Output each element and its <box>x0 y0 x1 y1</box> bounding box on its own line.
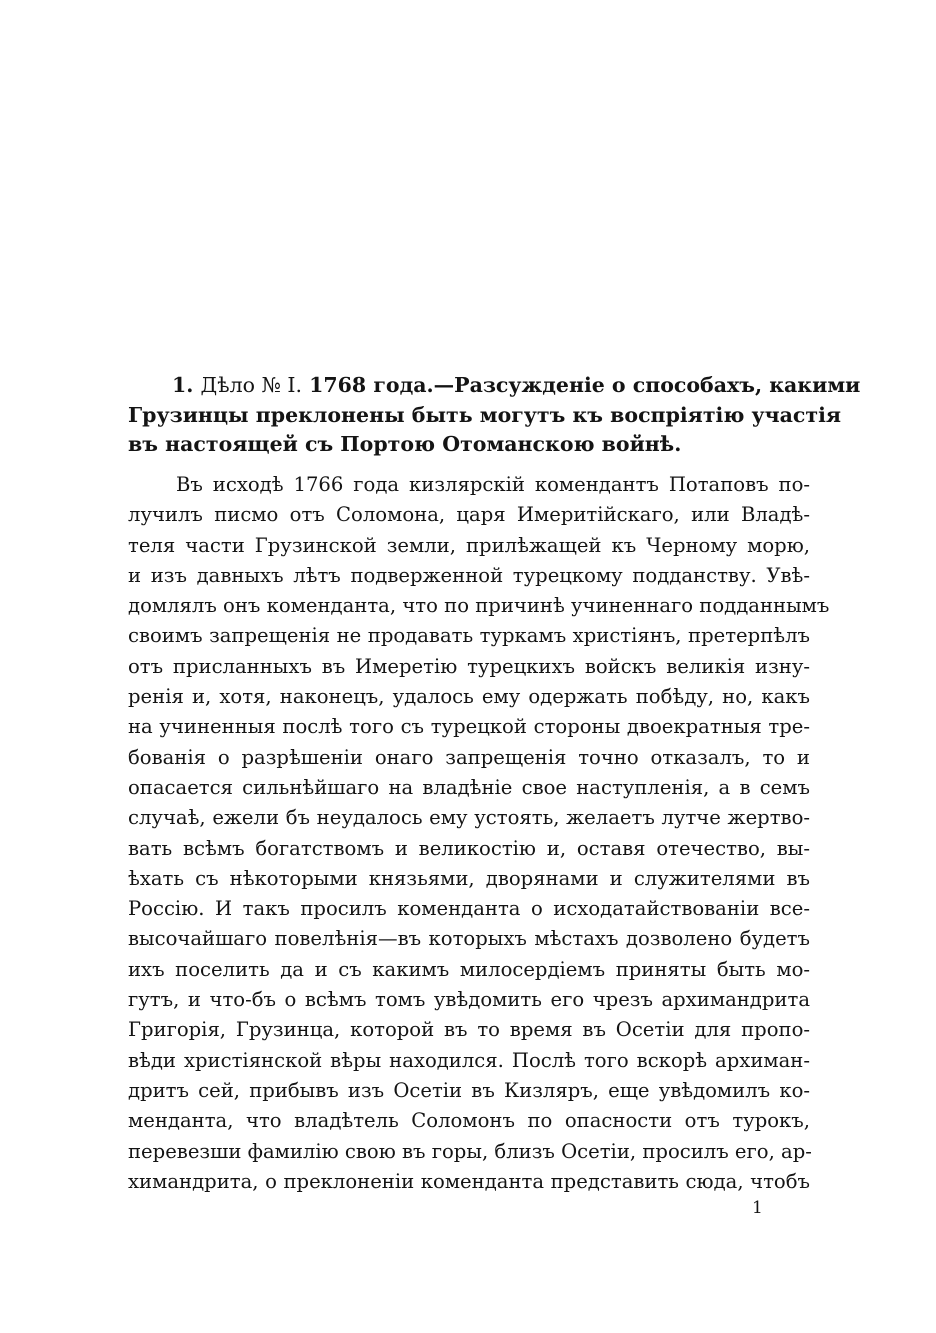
article-number: 1. <box>172 373 194 397</box>
paragraph-line: и изъ давныхъ лѣтъ подверженной турецкому подданству. Увѣ- <box>128 563 810 587</box>
heading-title-line-3: въ настоящей съ Портою Отоманскою войнѣ. <box>128 432 682 456</box>
paragraph-line: менданта, что владѣтель Соломонъ по опасности отъ турокъ, <box>128 1109 810 1133</box>
paragraph-line: ихъ поселить да и съ какимъ милосердіемъ приняты быть мо- <box>128 957 810 981</box>
case-reference: Дѣло № I. <box>200 373 302 397</box>
paragraph-line: ренія и, хотя, наконецъ, удалось ему одержать побѣду, но, какъ <box>128 685 810 709</box>
page-number: 1 <box>752 1198 763 1218</box>
paragraph-line: химандрита, о преклоненіи коменданта представить сюда, чтобъ <box>128 1169 810 1193</box>
paragraph-line: бованія о разрѣшеніи онаго запрещенія точно отказалъ, то и <box>128 745 810 769</box>
paragraph-line: домлялъ онъ коменданта, что по причинѣ учиненнаго подданнымъ <box>128 594 830 618</box>
case-year: 1768 года. <box>309 373 434 397</box>
paragraph-line: случаѣ, ежели бъ неудалось ему устоять, желаетъ лутче жертво- <box>128 806 810 830</box>
paragraph-line: вать всѣмъ богатствомъ и великостію и, оставя отечество, вы- <box>128 836 810 860</box>
paragraph-line: теля части Грузинской земли, прилѣжащей къ Черному морю, <box>128 533 810 557</box>
paragraph-line: своимъ запрещенія не продавать туркамъ христіянъ, претерпѣлъ <box>128 624 810 648</box>
heading-title-line-1: —Разсужденіе о способахъ, какими <box>433 373 861 397</box>
paragraph-line: Россію. И такъ просилъ коменданта о исходатайствованіи все- <box>128 897 810 921</box>
heading-line-1 <box>128 371 861 401</box>
paragraph-line: высочайшаго повелѣнія—въ которыхъ мѣстахъ дозволено будетъ <box>128 927 810 951</box>
paragraph-line: Григорія, Грузинца, которой въ то время въ Осетіи для пропо- <box>128 1018 810 1042</box>
paragraph-line: гутъ, и что-бъ о всѣмъ томъ увѣдомить его чрезъ архимандрита <box>128 988 810 1012</box>
paragraph-line: вѣди христіянской вѣры находился. Послѣ того вскорѣ архиман- <box>128 1048 810 1072</box>
paragraph-line: ѣхать съ нѣкоторыми князьями, дворянами и служителями въ <box>128 866 810 890</box>
paragraph-line: на учиненныя послѣ того съ турецкой стороны двоекратныя тре- <box>128 715 810 739</box>
article-heading <box>128 371 861 460</box>
paragraph-line: перевезши фамилію свою въ горы, близъ Осетіи, просилъ его, ар- <box>128 1139 812 1163</box>
paragraph-line: отъ присланныхъ въ Имеретію турецкихъ войскъ великія изну- <box>128 654 810 678</box>
paragraph-line: лучилъ писмо отъ Соломона, царя Имеритійскаго, или Владѣ- <box>128 503 810 527</box>
paragraph-line: опасается сильнѣйшаго на владѣніе свое наступленія, а в семъ <box>128 775 810 799</box>
paragraph-line: Въ исходѣ 1766 года кизлярскій комендантъ Потаповъ по- <box>176 473 810 496</box>
paragraph-line: дритъ сей, прибывъ изъ Осетіи въ Кизляръ, еще увѣдомилъ ко- <box>128 1078 810 1102</box>
body-paragraph <box>128 470 830 1197</box>
heading-title-line-2: Грузинцы преклонены быть могутъ къ воспріятію участія <box>128 402 842 427</box>
